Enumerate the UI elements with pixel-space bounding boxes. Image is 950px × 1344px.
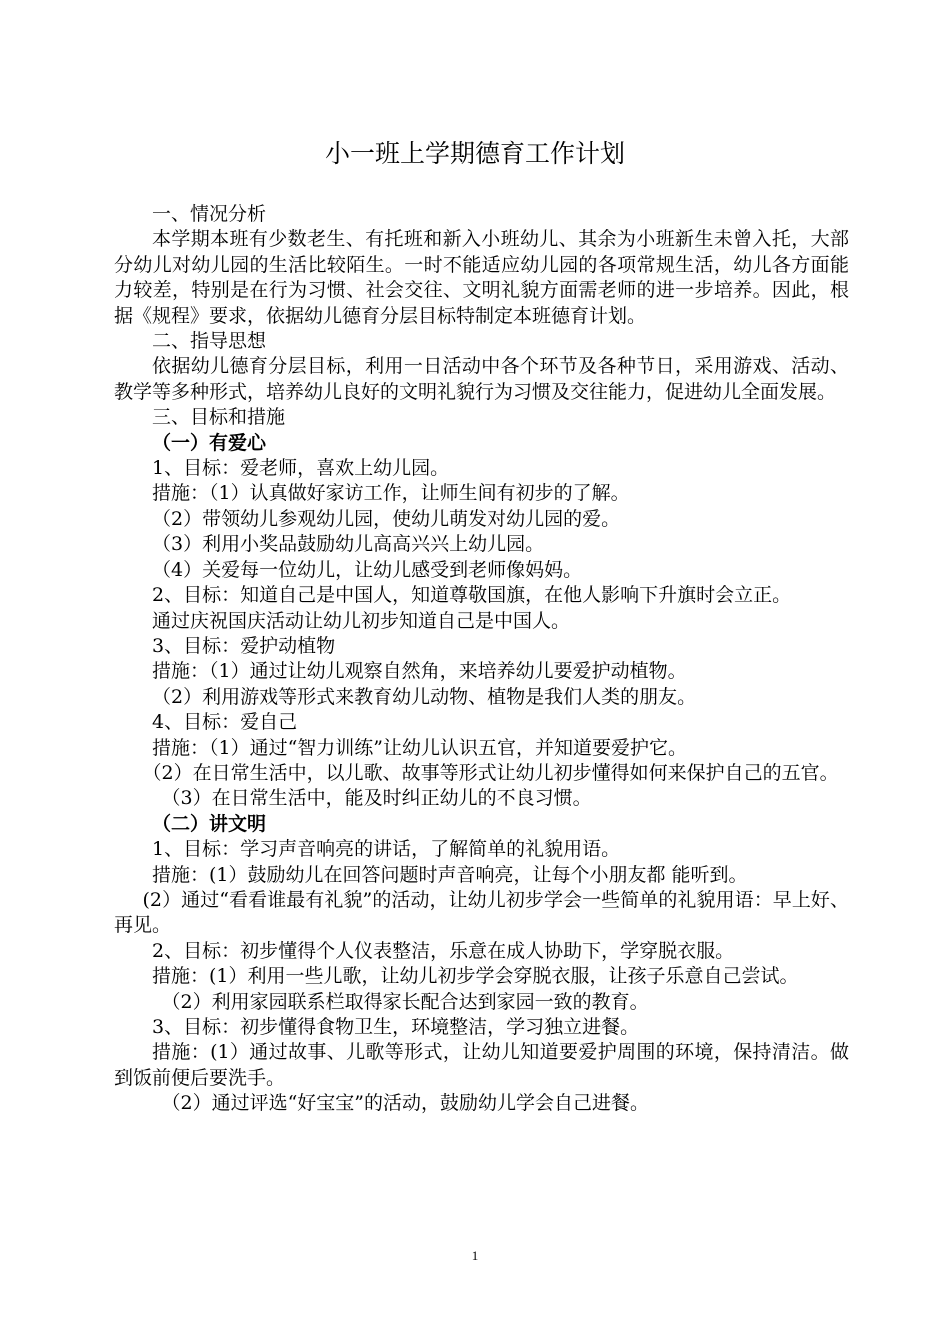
goal-item: 2、目标：初步懂得个人仪表整洁，乐意在成人协助下，学穿脱衣服。 [152, 939, 735, 962]
paragraph-situation: 本学期本班有少数老生、有托班和新入小班幼儿、其余为小班新生未曾入托，大部分幼儿对幼儿园的生活比较陌生。一时不能适应幼儿园的各项常规生活，幼儿各方面能力较差，特别是在行为习惯、社会交往、文明礼貌方面需老师的进一步培养。因此，根据《规程》要求，依据幼儿德育分层目标特制定本班德育计划。 [114, 228, 849, 327]
goal-item: 3、目标：爱护动植物 [152, 634, 336, 657]
measure-item: (2）通过“看看谁最有礼貌”的活动，让幼儿初步学会一些简单的礼貌用语：早上好、再见。 [114, 888, 849, 937]
document-body [114, 202, 849, 1117]
measure-item: 措施：(1）通过故事、儿歌等形式，让幼儿知道要爱护周围的环境，保持清洁。做到饭前便后要洗手。 [114, 1041, 849, 1089]
paragraph-guidance: 依据幼儿德育分层目标，利用一日活动中各个环节及各种节日，采用游戏、活动、教学等多种形式，培养幼儿良好的文明礼貌行为习惯及交往能力，促进幼儿全面发展。 [114, 355, 849, 403]
measure-item: 措施：（1）认真做好家访工作，让师生间有初步的了解。 [152, 482, 630, 505]
measure-item: 措施：（1）通过让幼儿观察自然角，来培养幼儿要爱护动植物。 [152, 660, 687, 683]
subheading-love: （一）有爱心 [152, 431, 267, 454]
section-heading-guidance: 二、指导思想 [152, 330, 267, 353]
document-title: 小一班上学期德育工作计划 [324, 139, 625, 168]
measure-item: （2）带领幼儿参观幼儿园，使幼儿萌发对幼儿园的爱。 [152, 507, 621, 530]
goal-item: 1、目标：学习声音响亮的讲话，了解简单的礼貌用语。 [152, 838, 621, 861]
measure-item: （4）关爱每一位幼儿，让幼儿感受到老师像妈妈。 [152, 558, 583, 581]
goal-item: 4、目标：爱自己 [152, 711, 298, 734]
measure-item: 措施：(1）鼓励幼儿在回答问题时声音响亮，让每个小朋友都 能听到。 [152, 863, 748, 886]
measure-item: （2）在日常生活中，以儿歌、故事等形式让幼儿初步懂得如何来保护自己的五官。 [142, 761, 839, 784]
measure-item: （2）利用家园联系栏取得家长配合达到家园一致的教育。 [161, 990, 649, 1013]
page-number: 1 [471, 1248, 479, 1263]
section-heading-goals: 三、目标和措施 [152, 406, 286, 429]
subheading-civility: （二）讲文明 [152, 812, 267, 835]
measure-item: 通过庆祝国庆活动让幼儿初步知道自己是中国人。 [152, 609, 571, 632]
measure-item: 措施：(1）利用一些儿歌，让幼儿初步学会穿脱衣服，让孩子乐意自己尝试。 [152, 965, 799, 988]
measure-item: 措施：（1）通过“智力训练”让幼儿认识五官，并知道要爱护它。 [152, 736, 688, 759]
section-heading-situation: 一、情况分析 [152, 203, 267, 225]
goal-item: 2、目标：知道自己是中国人，知道尊敬国旗，在他人影响下升旗时会立正。 [152, 584, 792, 607]
measure-item: （2）通过评选“好宝宝”的活动，鼓励幼儿学会自己进餐。 [161, 1092, 650, 1115]
measure-item: （3）利用小奖品鼓励幼儿高高兴兴上幼儿园。 [152, 533, 545, 556]
measure-item: （2）利用游戏等形式来教育幼儿动物、植物是我们人类的朋友。 [152, 685, 697, 708]
goal-item: 3、目标：初步懂得食物卫生，环境整洁，学习独立进餐。 [152, 1016, 640, 1038]
goal-item: 1、目标：爱老师，喜欢上幼儿园。 [152, 457, 450, 480]
measure-item: （3）在日常生活中，能及时纠正幼儿的不良习惯。 [161, 787, 592, 810]
